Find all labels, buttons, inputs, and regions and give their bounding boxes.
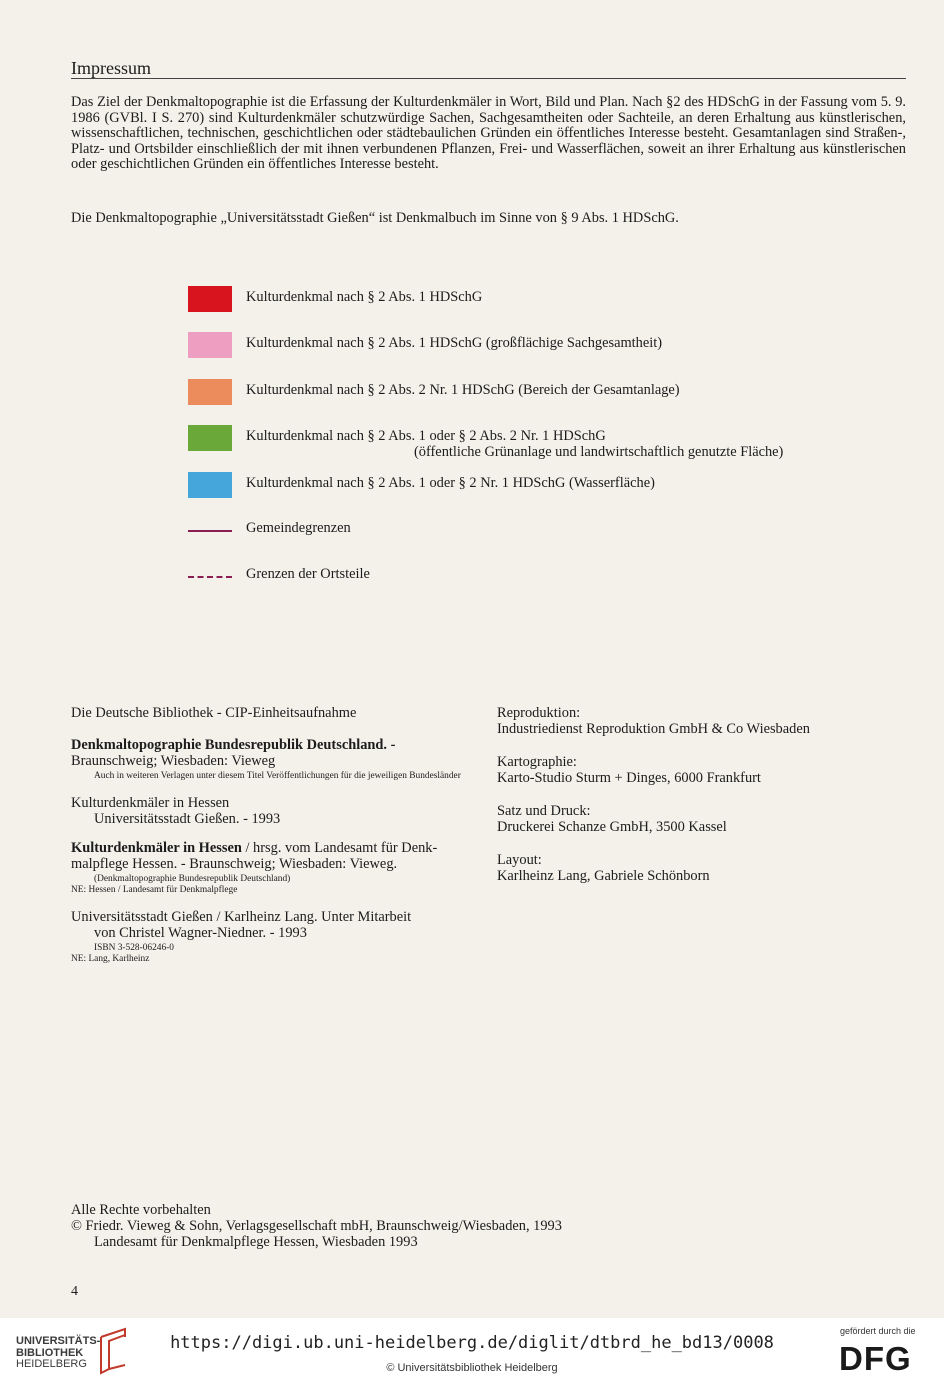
credits-section — [497, 705, 917, 884]
cip-entry-1-title: Denkmaltopographie Bundesrepublik Deutschland. - — [71, 737, 396, 753]
heading-rule — [71, 78, 906, 79]
credit-print-label: Satz und Druck: — [497, 803, 591, 819]
cip-entry-3-title: Kulturdenkmäler in Hessen — [71, 840, 242, 856]
credit-print-value: Druckerei Schanze GmbH, 3500 Kassel — [497, 819, 727, 835]
credit-reproduction-value: Industriedienst Reproduktion GmbH & Co Wiesbaden — [497, 721, 810, 737]
rights-line2: © Friedr. Vieweg & Sohn, Verlagsgesellschaft mbH, Braunschweig/Wiesbaden, 1993 — [71, 1218, 562, 1234]
permalink-url[interactable]: https://digi.ub.uni-heidelberg.de/diglit/dtbrd_he_bd13/0008 — [170, 1333, 774, 1353]
legend-swatch — [188, 425, 232, 451]
cip-entry-3-line1 — [71, 840, 481, 856]
intro-paragraph: Das Ziel der Denkmaltopographie ist die Erfassung der Kulturdenkmäler in Wort, Bild und Plan. Nach §2 des HDSchG in der Fassung vom 5. 9. 1986 (GVBl. I S. 270) sind Kulturdenkmäler schutzwürdige Sachen, Sachgesamtheiten oder Sachteile, an deren Erhaltung aus künstlerischen, wissenschaftlichen, technischen, geschichtlichen oder städtebaulichen Gründen ein öffentliches Interesse besteht. Gesamtanlagen sind Straßen-, Platz- und Ortsbilder einschließlich der mit ihnen verbundenen Pflanzen, Frei- und Wasserflächen, soweit an ihrer Erhaltung aus künstlerischen oder geschichtlichen Gründen ein öffentliches Interesse besteht. — [71, 94, 906, 173]
cip-entry-3-line2: malpflege Hessen. - Braunschweig; Wiesbaden: Vieweg. — [71, 856, 398, 872]
logo-line2: BIBLIOTHEK — [16, 1346, 84, 1359]
cip-entry-4-line2: von Christel Wagner-Niedner. - 1993 — [94, 925, 307, 941]
credit-cartography-value: Karto-Studio Sturm + Dinges, 6000 Frankfurt — [497, 770, 761, 786]
legend-label-continuation: (öffentliche Grünanlage und landwirtschaftlich genutzte Fläche) — [414, 444, 784, 460]
cip-entry-1-note: Auch in weiteren Verlagen unter diesem Titel Veröffentlichungen für die jeweiligen Bundesländer — [94, 771, 461, 781]
legend-swatch — [188, 472, 232, 498]
legend-label: Gemeindegrenzen — [246, 520, 351, 536]
legend-label: Kulturdenkmal nach § 2 Abs. 1 HDSchG (großflächige Sachgesamtheit) — [246, 335, 663, 351]
cip-entry-2-line1: Kulturdenkmäler in Hessen — [71, 795, 230, 811]
page-heading: Impressum — [71, 58, 151, 78]
cip-entry-4-note1: ISBN 3-528-06246-0 — [94, 943, 174, 953]
rights-section — [71, 1202, 871, 1250]
cip-section — [71, 705, 481, 965]
cip-entry-3-rest: / hrsg. vom Landesamt für Denk- — [241, 840, 438, 856]
legend-label: Grenzen der Ortsteile — [246, 566, 370, 582]
rights-line1: Alle Rechte vorbehalten — [71, 1202, 211, 1218]
legend-label: Kulturdenkmal nach § 2 Abs. 1 HDSchG — [246, 289, 483, 305]
solid-line-symbol — [188, 530, 232, 532]
footer-copyright: © Universitätsbibliothek Heidelberg — [386, 1362, 558, 1374]
cip-entry-2-line2: Universitätsstadt Gießen. - 1993 — [94, 811, 281, 827]
cip-title: Die Deutsche Bibliothek - CIP-Einheitsaufnahme — [71, 705, 357, 721]
credit-cartography-label: Kartographie: — [497, 754, 577, 770]
cip-entry-3-note1: (Denkmaltopographie Bundesrepublik Deutschland) — [94, 874, 291, 884]
legend-label: Kulturdenkmal nach § 2 Abs. 2 Nr. 1 HDSchG (Bereich der Gesamtanlage) — [246, 382, 680, 398]
dashed-line-symbol — [188, 576, 232, 578]
credit-reproduction-label: Reproduktion: — [497, 705, 581, 721]
legend-label: Kulturdenkmal nach § 2 Abs. 1 oder § 2 Nr. 1 HDSchG (Wasserfläche) — [246, 475, 655, 491]
cip-entry-4-note2: NE: Lang, Karlheinz — [71, 954, 150, 964]
funding-note: gefördert durch die — [840, 1326, 916, 1336]
legend-swatch — [188, 379, 232, 405]
credit-layout-label: Layout: — [497, 852, 542, 868]
denkmalbuch-statement: Die Denkmaltopographie „Universitätsstadt Gießen“ ist Denkmalbuch im Sinne von § 9 Abs. 1 HDSchG. — [71, 210, 679, 226]
cip-entry-1-publisher: Braunschweig; Wiesbaden: Vieweg — [71, 753, 276, 769]
cip-entry-3-note2: NE: Hessen / Landesamt für Denkmalpflege — [71, 885, 238, 895]
logo-line3: HEIDELBERG — [16, 1358, 87, 1370]
legend-swatch — [188, 286, 232, 312]
dfg-logo: DFG — [839, 1340, 912, 1377]
credit-layout-value: Karlheinz Lang, Gabriele Schönborn — [497, 868, 710, 884]
legend-swatch — [188, 332, 232, 358]
rights-line3: Landesamt für Denkmalpflege Hessen, Wiesbaden 1993 — [94, 1234, 418, 1250]
cip-entry-4-line1: Universitätsstadt Gießen / Karlheinz Lang. Unter Mitarbeit — [71, 909, 412, 925]
legend-label: Kulturdenkmal nach § 2 Abs. 1 oder § 2 Abs. 2 Nr. 1 HDSchG — [246, 428, 606, 444]
page-number: 4 — [71, 1284, 78, 1299]
logo-line1: UNIVERSITÄTS- — [16, 1335, 101, 1347]
